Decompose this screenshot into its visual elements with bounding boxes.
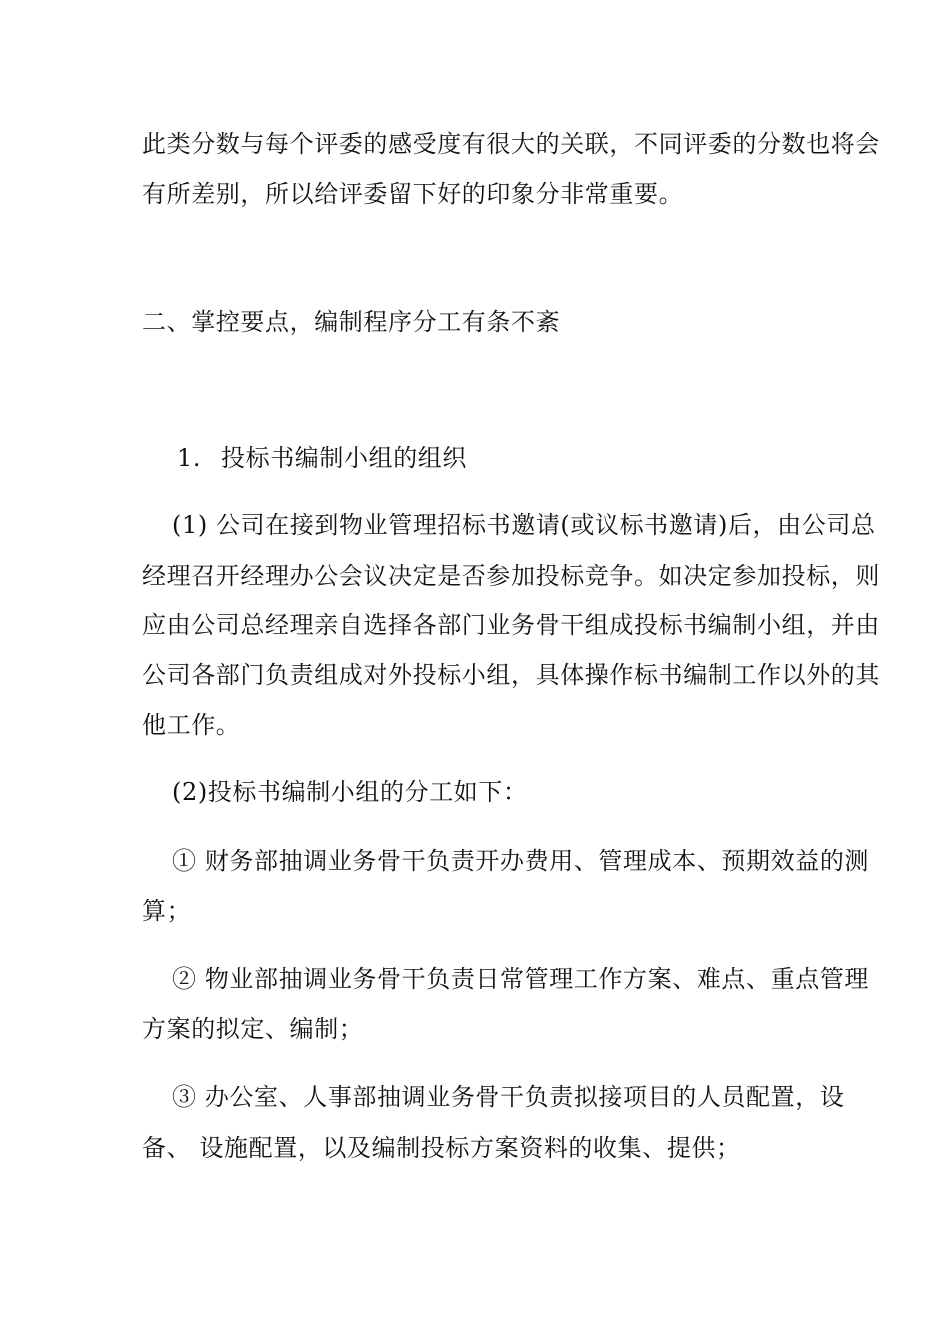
list-item-line: ② 物业部抽调业务骨干负责日常管理工作方案、难点、重点管理 [172, 965, 870, 993]
paragraph-line: 此类分数与每个评委的感受度有很大的关联，不同评委的分数也将会 [142, 130, 880, 158]
list-item-line: 方案的拟定、编制； [142, 1015, 364, 1043]
paragraph-line: 他工作。 [142, 711, 241, 739]
paragraph-line: 公司各部门负责组成对外投标小组，具体操作标书编制工作以外的其 [142, 661, 880, 689]
list-item-line: ③ 办公室、人事部抽调业务骨干负责拟接项目的人员配置，设 [172, 1083, 845, 1111]
paragraph-line: 有所差别，所以给评委留下好的印象分非常重要。 [142, 180, 684, 208]
subsection-heading [177, 443, 867, 473]
list-item-line: ① 财务部抽调业务骨干负责开办费用、管理成本、预期效益的测 [172, 847, 870, 875]
paragraph-line: 应由公司总经理亲自选择各部门业务骨干组成投标书编制小组，并由 [142, 611, 880, 639]
subsection-number: 1. [177, 444, 202, 472]
section-heading: 二、掌控要点，编制程序分工有条不紊 [142, 308, 561, 336]
paragraph-line: (1) 公司在接到物业管理招标书邀请(或议标书邀请)后，由公司总 [172, 511, 876, 539]
list-item-line: 算； [142, 897, 192, 925]
list-item-line: 备、 设施配置，以及编制投标方案资料的收集、提供； [142, 1134, 741, 1162]
paragraph-line: (2)投标书编制小组的分工如下： [172, 778, 528, 806]
paragraph-line: 经理召开经理办公会议决定是否参加投标竞争。如决定参加投标，则 [142, 562, 880, 590]
subsection-title: 投标书编制小组的组织 [221, 444, 467, 472]
